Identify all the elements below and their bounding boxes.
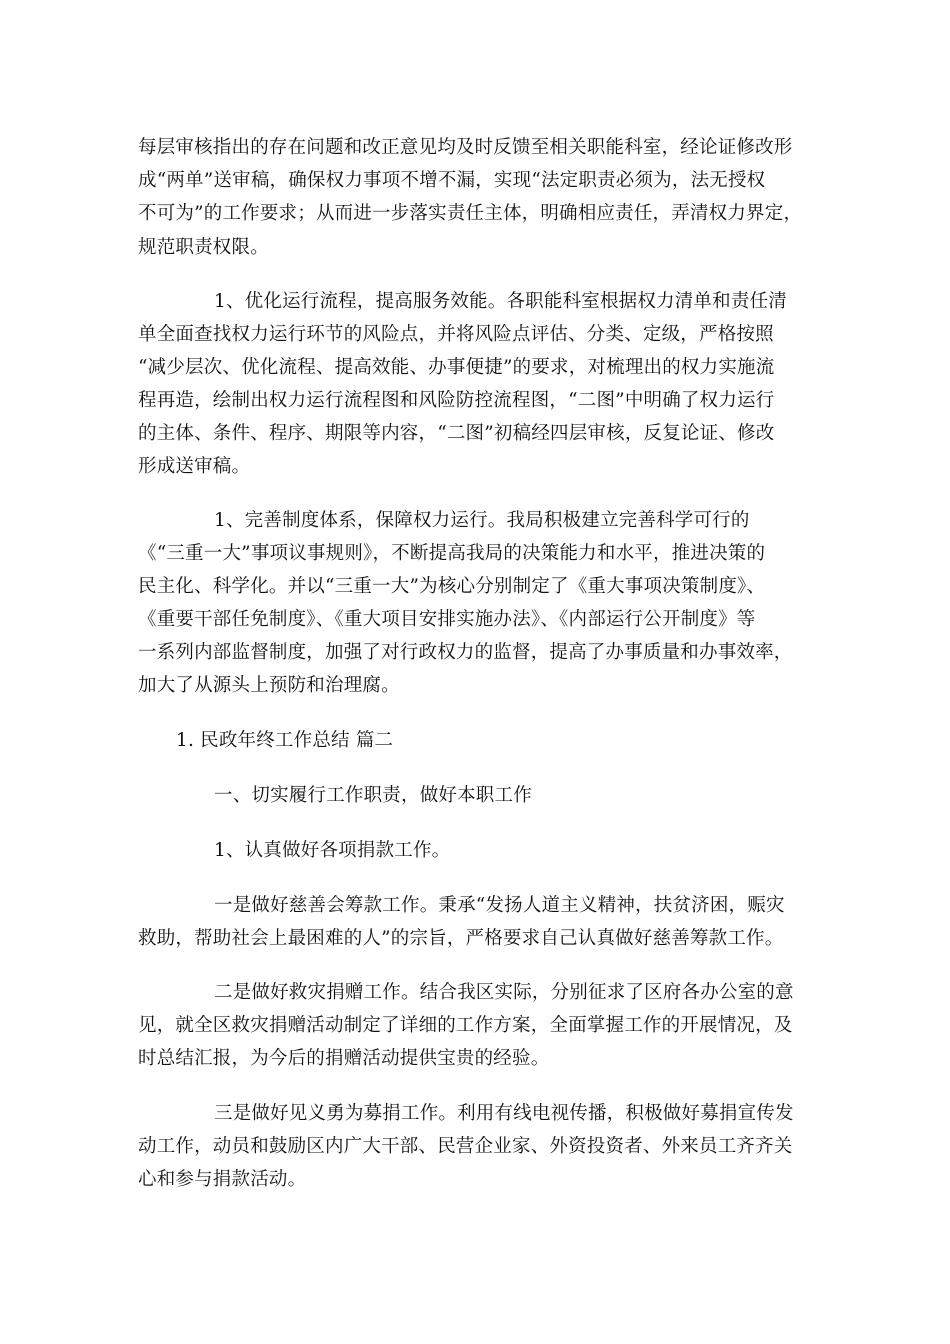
paragraph-7-line-1: 一是做好慈善会筹款工作。秉承“发扬人道主义精神，扶贫济困，赈灾 xyxy=(214,895,785,916)
subheading-1: 一、切实履行工作职责，做好本职工作 xyxy=(214,785,532,806)
paragraph-1-line-4: 规范职责权限。 xyxy=(138,237,269,258)
paragraph-9-line-3: 心和参与捐款活动。 xyxy=(138,1169,307,1190)
paragraph-8-line-2: 见，就全区救灾捐赠活动制定了详细的工作方案，全面掌握工作的开展情况，及 xyxy=(138,1015,793,1036)
paragraph-2-line-6: 形成送审稿。 xyxy=(138,456,251,477)
paragraph-3-line-5: 一系列内部监督制度，加强了对行政权力的监督，提高了办事质量和办事效率， xyxy=(138,642,793,663)
paragraph-2-line-5: 的主体、条件、程序、期限等内容，“二图”初稿经四层审核，反复论证、修改 xyxy=(138,423,775,444)
paragraph-2-line-4: 程再造，绘制出权力运行流程图和风险防控流程图，“二图”中明确了权力运行 xyxy=(138,390,775,411)
paragraph-2-line-1: 1、优化运行流程，提高服务效能。各职能科室根据权力清单和责任清 xyxy=(214,291,787,312)
paragraph-3-line-3: 民主化、科学化。并以“三重一大”为核心分别制定了《重大事项决策制度》、 xyxy=(138,576,766,597)
paragraph-3-line-4: 《重要干部任免制度》、《重大项目安排实施办法》、《内部运行公开制度》等 xyxy=(138,609,756,630)
section-heading: 1. 民政年终工作总结 篇二 xyxy=(176,730,394,751)
paragraph-2-line-2: 单全面查找权力运行环节的风险点，并将风险点评估、分类、定级，严格按照 xyxy=(138,324,774,345)
paragraph-3-line-2: 《“三重一大”事项议事规则》，不断提高我局的决策能力和水平，推进决策的 xyxy=(138,543,766,564)
paragraph-8-line-1: 二是做好救灾捐赠工作。结合我区实际，分别征求了区府各办公室的意 xyxy=(214,982,794,1003)
paragraph-3-line-1: 1、完善制度体系，保障权力运行。我局积极建立完善科学可行的 xyxy=(214,510,750,531)
paragraph-8-line-3: 时总结汇报，为今后的捐赠活动提供宝贵的经验。 xyxy=(138,1048,550,1069)
item-heading-1: 1、认真做好各项捐款工作。 xyxy=(214,840,451,861)
paragraph-9-line-2: 动工作，动员和鼓励区内广大干部、民营企业家、外资投资者、外来员工齐齐关 xyxy=(138,1136,793,1157)
paragraph-7-line-2: 救助，帮助社会上最困难的人”的宗旨，严格要求自己认真做好慈善筹款工作。 xyxy=(138,928,784,949)
paragraph-2-line-3: “减少层次、优化流程、提高效能、办事便捷”的要求，对梳理出的权力实施流 xyxy=(138,357,775,378)
paragraph-9-line-1: 三是做好见义勇为募捐工作。利用有线电视传播，积极做好募捐宣传发 xyxy=(214,1103,794,1124)
paragraph-1-line-2: 成“两单”送审稿，确保权力事项不增不漏，实现“法定职责必须为，法无授权 xyxy=(138,170,766,191)
paragraph-1-line-3: 不可为”的工作要求；从而进一步落实责任主体，明确相应责任，弄清权力界定， xyxy=(138,203,803,224)
paragraph-3-line-6: 加大了从源头上预防和治理腐。 xyxy=(138,675,400,696)
paragraph-1-line-1: 每层审核指出的存在问题和改正意见均及时反馈至相关职能科室，经论证修改形 xyxy=(138,137,793,158)
